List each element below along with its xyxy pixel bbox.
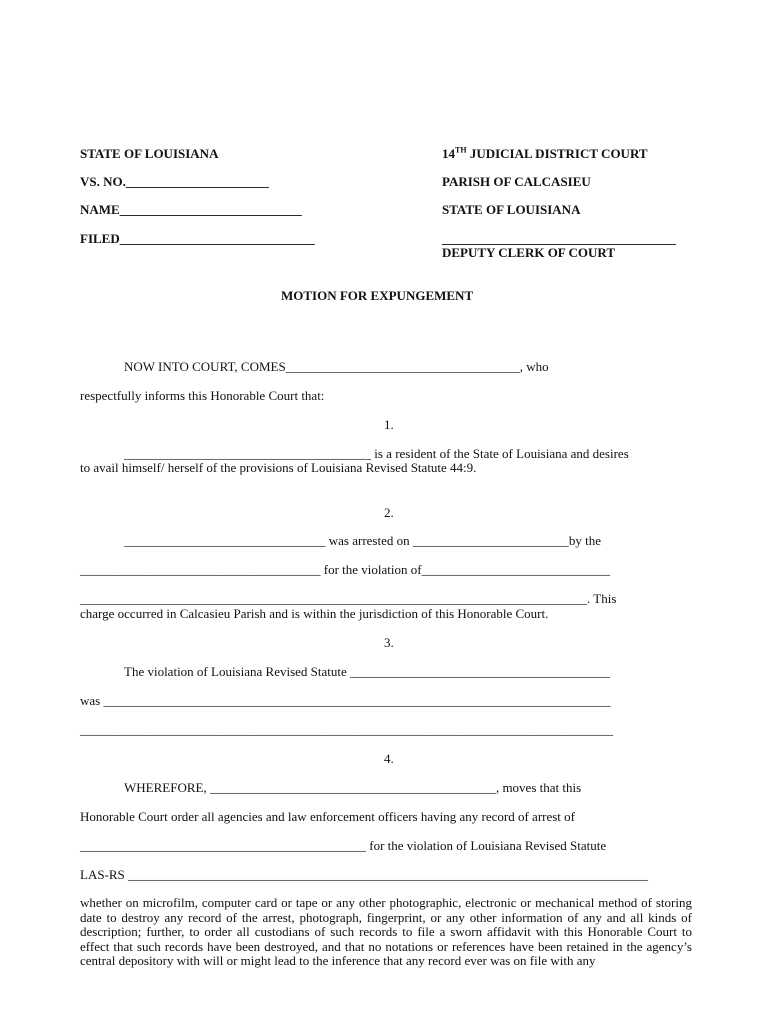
section-1-line-1: ______________________________________ is a resident of the State of Louisiana and desires <box>124 446 629 461</box>
caption-filed: FILED______________________________ <box>80 231 315 246</box>
caption-name: NAME____________________________ <box>80 202 302 217</box>
section-4-paragraph: whether on microfilm, computer card or tape or any other photographic, electronic or mechanical method of storing date to destroy any record of the arrest, photograph, fingerprint, or any other information of any and all kinds of description; further, to order all custodians of such records to file a sworn affidavit with this Honorable Court to effect that such records have been destroyed, and that no notations or references have been retained in the agency’s central depository with will or might lead to the inference that any record ever was on file with any <box>80 895 692 968</box>
section-4-line-4: LAS-RS ________________________________________________________________________________ <box>80 867 649 882</box>
section-2-line-1: _______________________________ was arrested on ________________________by the <box>124 533 601 548</box>
caption-vs-no: VS. NO.______________________ <box>80 174 269 189</box>
section-2-number: 2. <box>384 505 394 520</box>
section-2-line-2: _____________________________________ for the violation of_____________________________ <box>80 562 611 577</box>
caption-parish: PARISH OF CALCASIEU <box>442 174 591 189</box>
section-1-line-2: to avail himself/ herself of the provisions of Louisiana Revised Statute 44:9. <box>80 460 477 475</box>
caption-signature-line: ____________________________________ <box>442 231 676 246</box>
caption-state-right: STATE OF LOUISIANA <box>442 202 581 217</box>
section-4-number: 4. <box>384 751 394 766</box>
section-2-line-3: ______________________________________________________________________________. This <box>80 591 617 606</box>
section-4-line-3: ____________________________________________ for the violation of Louisiana Revised Statute <box>80 838 607 853</box>
section-4-line-2: Honorable Court order all agencies and law enforcement officers having any record of arrest of <box>80 809 575 824</box>
caption-court <box>442 146 648 162</box>
section-1-number: 1. <box>384 417 394 432</box>
section-3-line-2: was ______________________________________________________________________________ <box>80 693 611 708</box>
caption-deputy-clerk: DEPUTY CLERK OF COURT <box>442 245 616 260</box>
document-title: MOTION FOR EXPUNGEMENT <box>281 288 474 303</box>
section-3-line-3: __________________________________________________________________________________ <box>80 722 613 737</box>
court-ordinal: TH <box>455 145 467 155</box>
section-4-line-1: WHEREFORE, ____________________________________________, moves that this <box>124 780 582 795</box>
court-number: 14 <box>442 146 455 161</box>
section-2-line-4: charge occurred in Calcasieu Parish and is within the jurisdiction of this Honorable Court. <box>80 606 549 621</box>
caption-state-left: STATE OF LOUISIANA <box>80 146 219 161</box>
intro-line-2: respectfully informs this Honorable Court that: <box>80 388 325 403</box>
section-3-line-1: The violation of Louisiana Revised Statute ________________________________________ <box>124 664 611 679</box>
intro-line-1: NOW INTO COURT, COMES____________________________________, who <box>124 359 549 374</box>
court-name: JUDICIAL DISTRICT COURT <box>466 146 648 161</box>
section-3-number: 3. <box>384 635 394 650</box>
